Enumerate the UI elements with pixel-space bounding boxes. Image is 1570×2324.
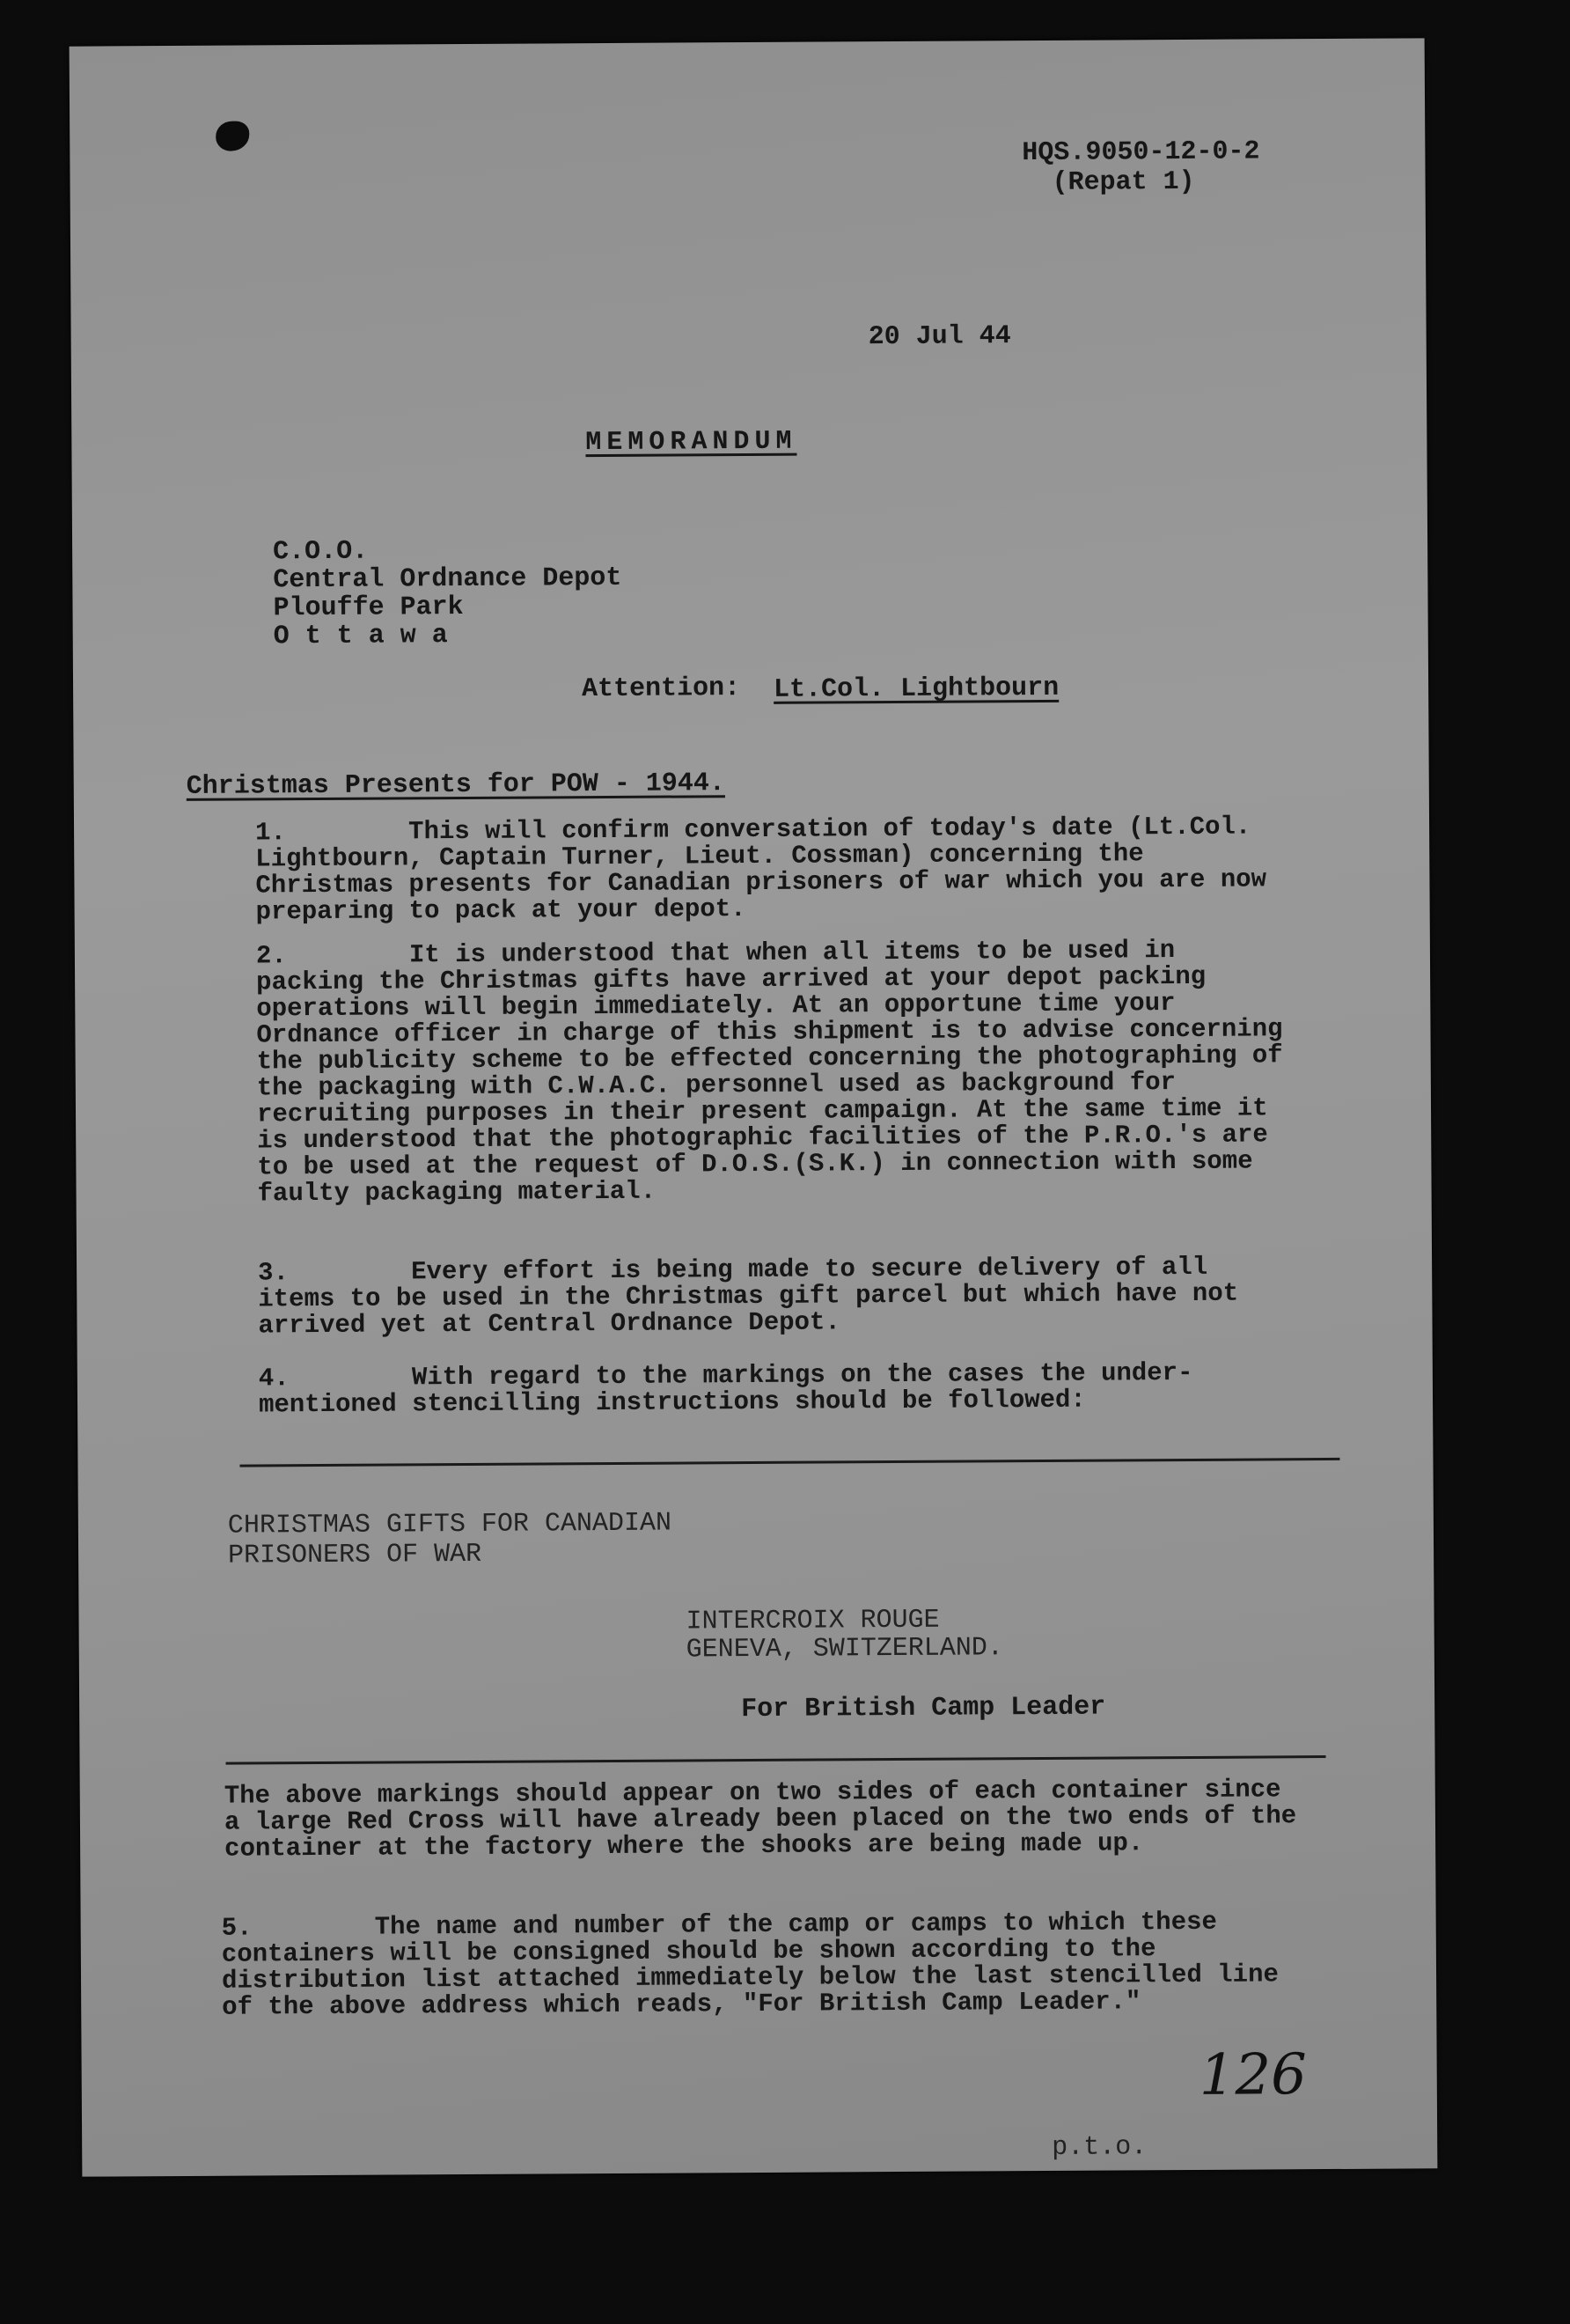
paragraph-number: 2. xyxy=(255,941,287,971)
divider-line xyxy=(239,1458,1339,1467)
stencil-line: GENEVA, SWITZERLAND. xyxy=(686,1633,1003,1666)
memo-title: MEMORANDUM xyxy=(585,426,797,459)
paragraph-1 xyxy=(255,813,1295,925)
stencil-line: PRISONERS OF WAR xyxy=(227,1539,482,1571)
memo-date: 20 Jul 44 xyxy=(868,321,1011,353)
paragraph-5 xyxy=(222,1908,1305,2021)
paragraph-text: The name and number of the camp or camps to which these containers will be consigned should be shown according to the distribution list attached immediately below the last stencilled line of the above address which reads, "For British Camp Leader." xyxy=(221,1907,1279,2022)
file-subreference: (Repat 1) xyxy=(1052,166,1195,198)
paragraph-3 xyxy=(258,1254,1297,1339)
punch-hole xyxy=(216,121,249,151)
paragraph-number: 5. xyxy=(221,1913,253,1943)
markings-note: The above markings should appear on two sides of each container since a large Red Cross will have already been placed on the two ends of the container at the factory where the shooks are being made up. xyxy=(224,1775,1297,1864)
divider-line xyxy=(226,1755,1326,1765)
stencil-line: CHRISTMAS GIFTS FOR CANADIAN xyxy=(227,1508,672,1541)
subject-line: Christmas Presents for POW - 1944. xyxy=(186,769,725,802)
handwritten-page-number: 126 xyxy=(1199,2042,1308,2108)
address-line: Central Ordnance Depot xyxy=(273,563,622,596)
paragraph-text: This will confirm conversation of today's date (Lt.Col. Lightbourn, Captain Turner, Lieut. Cossman) concerning the Christmas presents for Canadian prisoners of war which you are now preparing to pack at your depot. xyxy=(255,812,1267,927)
attention-label: Attention: xyxy=(581,673,741,705)
paragraph-2 xyxy=(256,937,1296,1207)
paragraph-number: 1. xyxy=(254,818,286,848)
paragraph-4 xyxy=(259,1359,1297,1418)
paragraph-number: 3. xyxy=(258,1258,290,1288)
address-line: C.O.O. xyxy=(273,536,369,568)
address-line: Plouffe Park xyxy=(273,592,464,624)
attention-name: Lt.Col. Lightbourn xyxy=(774,673,1060,705)
paragraph-text: Every effort is being made to secure delivery of all items to be used in the Christmas gift parcel but which have not arrived yet at Central Ordnance Depot. xyxy=(258,1252,1239,1341)
paragraph-text: It is understood that when all items to be used in packing the Christmas gifts have arrived at your depot packing operations will begin immediately. At an opportune time your Ordnance officer in charge of this shipment is to advise concerning the publicity scheme to be effected concerning the photographing of the packaging with C.W.A.C. personnel used as background for recruiting purposes in their present campaign. At the same time it is understood that the photographic facilities of the P.R.O.'s are to be used at the request of D.O.S.(S.K.) in connection with some faulty packaging material. xyxy=(256,936,1283,1209)
paragraph-text: With regard to the markings on the cases the under-mentioned stencilling instructions should be followed: xyxy=(258,1357,1193,1420)
stencil-line: For British Camp Leader xyxy=(741,1692,1106,1725)
file-reference: HQS.9050-12-0-2 xyxy=(1022,136,1260,169)
document-page xyxy=(70,38,1438,2176)
paragraph-number: 4. xyxy=(258,1364,290,1394)
address-line: O t t a w a xyxy=(273,621,448,652)
stencil-line: INTERCROIX ROUGE xyxy=(686,1605,940,1637)
please-turn-over: p.t.o. xyxy=(1052,2132,1148,2163)
